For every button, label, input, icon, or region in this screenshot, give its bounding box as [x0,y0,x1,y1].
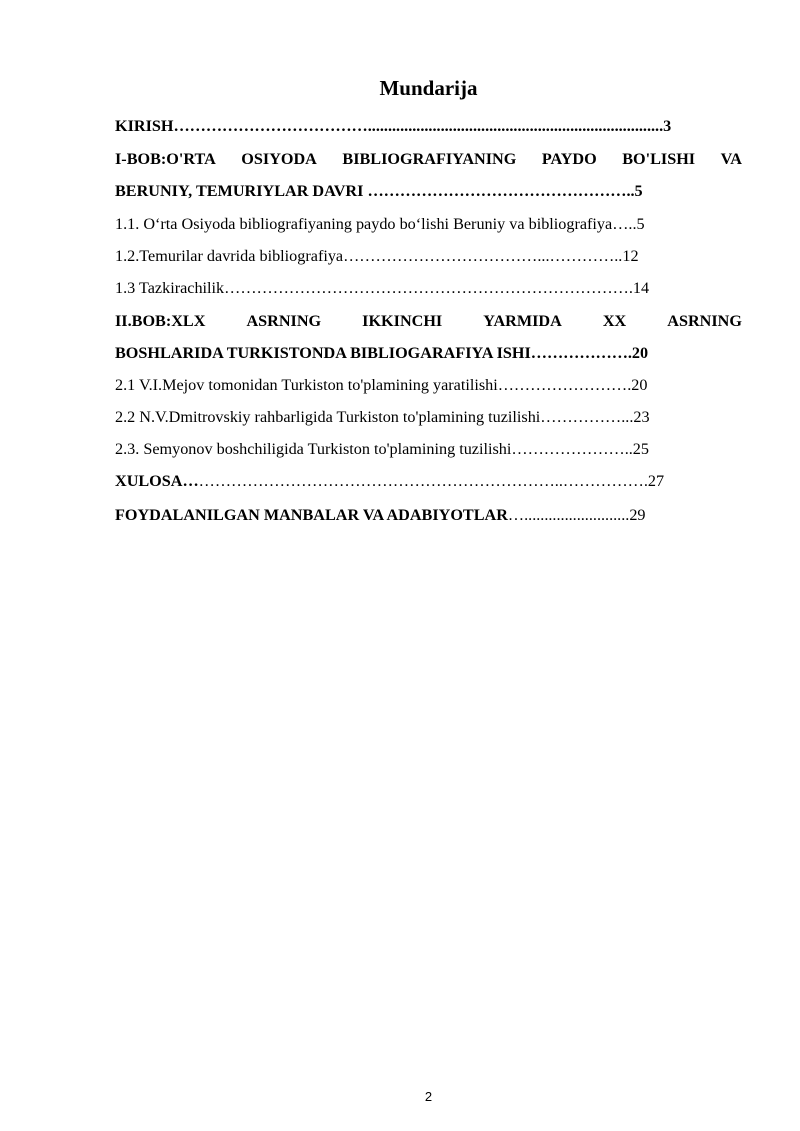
toc-entry-bob2-line2: BOSHLARIDA TURKISTONDA BIBLIOGARAFIYA ISHI……………….20 [115,344,649,362]
toc-entry-label: FOYDALANILGAN MANBALAR VA ADABIYOTLAR [115,506,508,524]
toc-entry-dots: …………………………………………………………..…………….27 [198,472,665,490]
toc-word: XX [602,312,627,330]
toc-entry-bob1-line2: BERUNIY, TEMURIYLAR DAVRI …………………………………………..5 [115,182,643,200]
toc-entry-2-2: 2.2 N.V.Dmitrovskiy rahbarligida Turkiston to'plamining tuzilishi……………...23 [115,408,650,426]
toc-word: PAYDO [541,150,597,168]
toc-entry-2-1: 2.1 V.I.Mejov tomonidan Turkiston to'plamining yaratilishi…………………….20 [115,376,648,394]
toc-word: ASRNING [667,312,742,330]
toc-entry-bob1-line1 [115,149,742,169]
toc-entry-dots: …..........................29 [507,506,646,524]
toc-entry-kirish: KIRISH……………………………….........................................................................3 [115,117,672,135]
toc-entry-xulosa [115,471,664,491]
toc-word: BO'LISHI [622,150,696,168]
toc-entry-1-2: 1.2.Temurilar davrida bibliografiya………………………………...…………..12 [115,247,639,265]
toc-word: I-BOB:O'RTA [115,150,216,168]
toc-word: II.BOB:XLX [115,312,206,330]
toc-entry-2-3: 2.3. Semyonov boshchiligida Turkiston to'plamining tuzilishi…………………..25 [115,440,649,458]
toc-entry-bob2-line1 [115,311,742,331]
toc-entry-foydalanilgan [115,505,646,525]
toc-entry-label: XULOSA… [115,472,199,490]
toc-word: YARMIDA [483,312,562,330]
toc-word: VA [720,150,742,168]
toc-word: BIBLIOGRAFIYANING [342,150,517,168]
toc-entry-1-3: 1.3 Tazkirachilik………………………………………………………………….14 [115,279,650,297]
toc-title: Mundarija [379,76,478,100]
toc-entry-1-1: 1.1. O‘rta Osiyoda bibliografiyaning paydo bo‘lishi Beruniy va bibliografiya…..5 [115,215,645,233]
toc-word: IKKINCHI [362,312,443,330]
page-number: 2 [424,1089,433,1104]
toc-word: OSIYODA [241,150,317,168]
toc-word: ASRNING [246,312,322,330]
